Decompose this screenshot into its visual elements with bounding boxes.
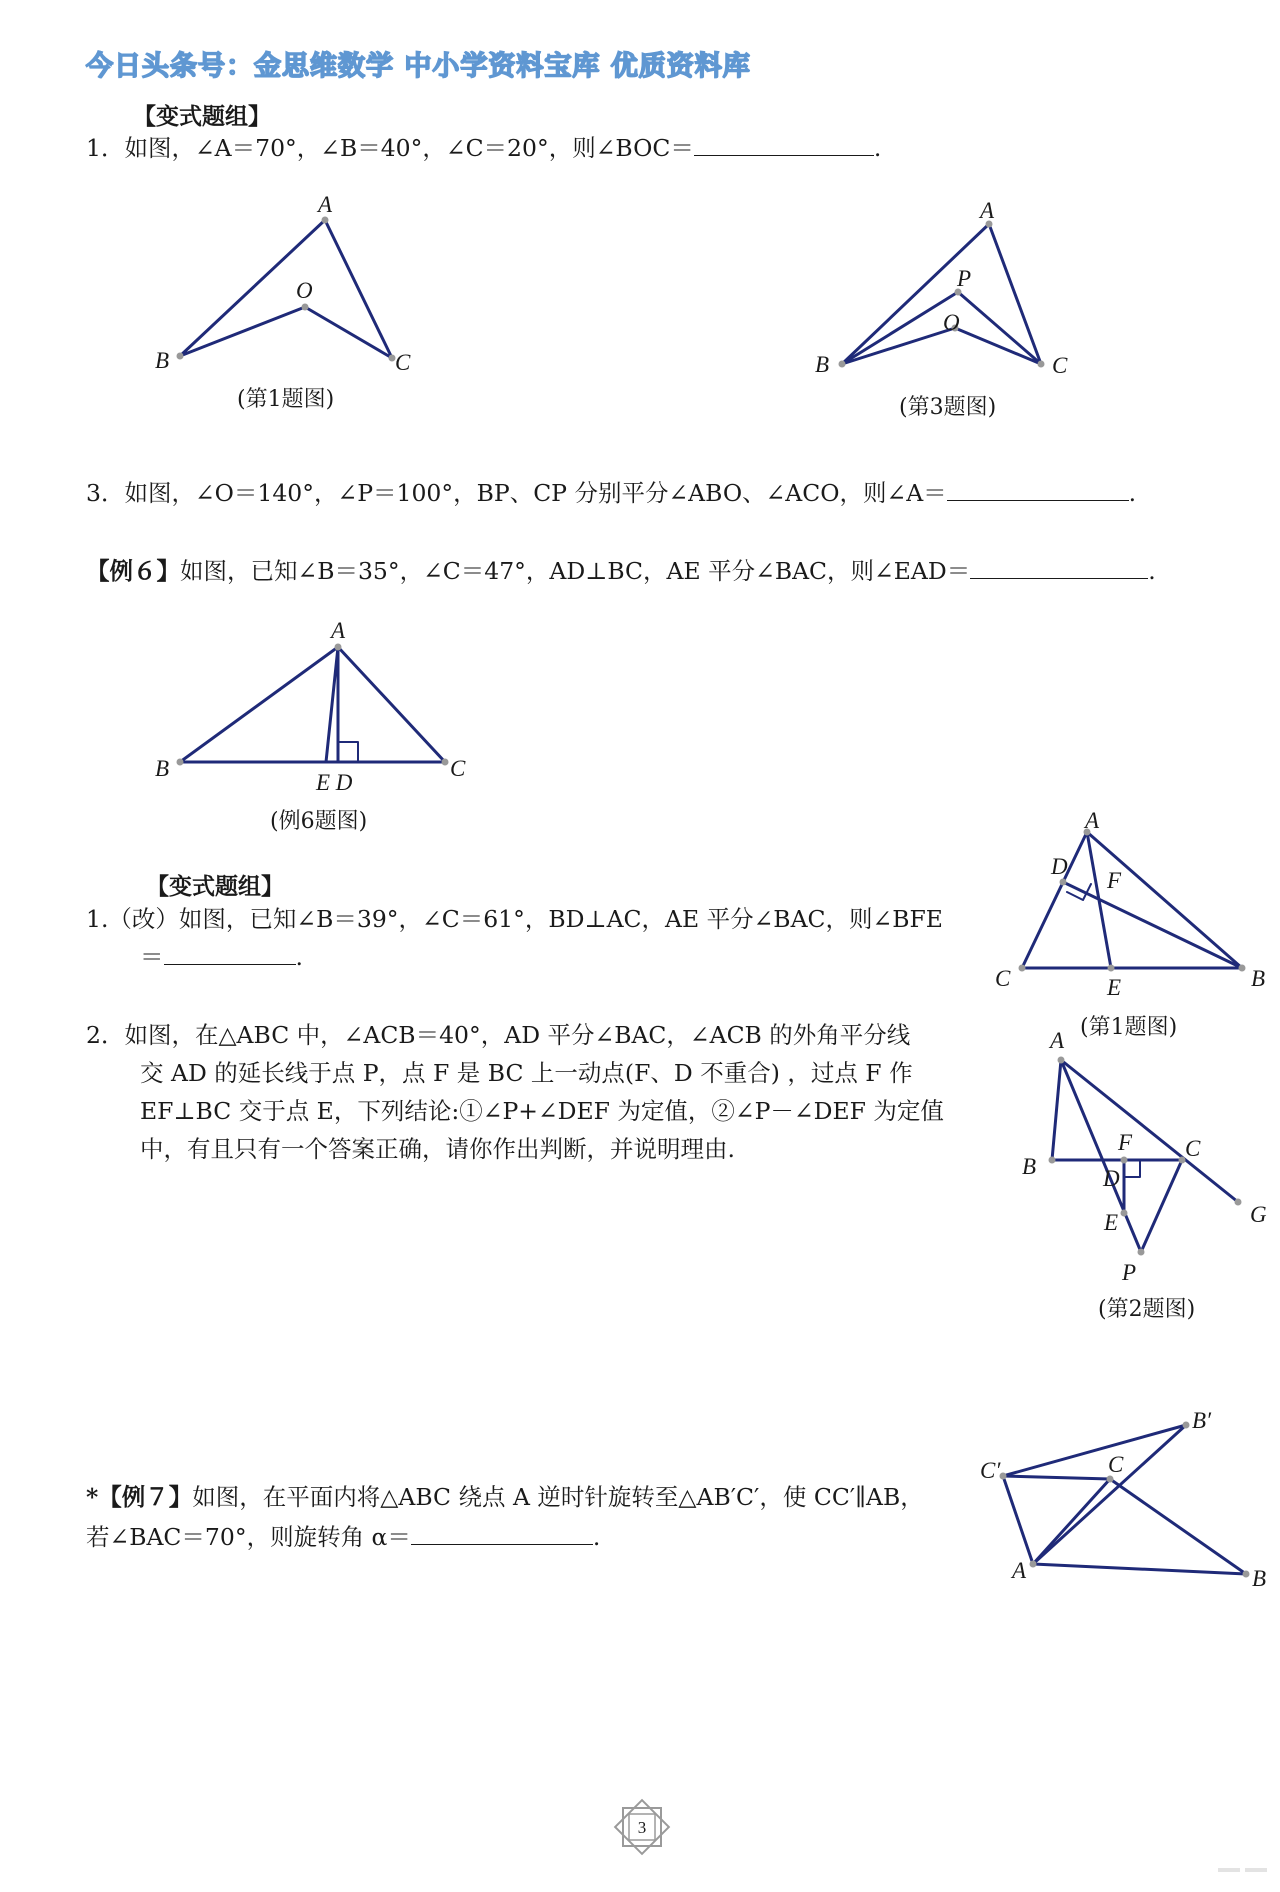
label-g: G [1250, 1202, 1267, 1227]
figure-caption: (第1题图) [237, 387, 335, 412]
label-b-prime: B′ [1192, 1408, 1212, 1433]
question-number: 2． [86, 1021, 125, 1049]
label-e: E [1107, 975, 1122, 1000]
figure-question-3 [815, 200, 1095, 400]
question-text: 如图，∠A＝70°，∠B＝40°，∠C＝20°，则∠BOC＝ [124, 134, 694, 162]
period: . [873, 134, 882, 162]
figure-example-6 [150, 620, 480, 800]
variant-question-2-line4: 中，有且只有一个答案正确，请你作出判断，并说明理由. [140, 1135, 735, 1163]
label-d: D [1103, 1166, 1120, 1191]
answer-blank [694, 137, 874, 156]
label-c: C [995, 966, 1011, 991]
corner-mark [1245, 1868, 1267, 1872]
label-c: C [1052, 353, 1068, 378]
label-o: O [296, 278, 313, 303]
label-c: C [395, 350, 411, 375]
label-b: B [1252, 1566, 1267, 1591]
variant-question-2-line3: EF⊥BC 交于点 E，下列结论:①∠P+∠DEF 为定值，②∠P－∠DEF 为定值 [140, 1097, 944, 1125]
question-text-line1: 如图，在△ABC 中，∠ACB＝40°，AD 平分∠BAC，∠ACB 的外角平分线 [124, 1021, 911, 1049]
question-number: 1． [86, 134, 125, 162]
variant-question-1 [86, 905, 943, 933]
label-b: B [1251, 966, 1266, 991]
figure-caption: (第1题图) [1080, 1015, 1178, 1040]
page-number: 3 [637, 1818, 647, 1837]
label-o: O [943, 310, 960, 335]
example-text-line2: 若∠BAC＝70°，则旋转角 α＝ [86, 1523, 411, 1551]
question-1 [86, 134, 882, 162]
label-c: C [1185, 1136, 1201, 1161]
label-b: B [155, 756, 170, 781]
label-a: A [1012, 1558, 1027, 1583]
period: . [1148, 557, 1156, 585]
answer-blank [970, 560, 1148, 579]
triangle-abc [1022, 832, 1242, 968]
example-text-line1: 如图，在平面内将△ABC 绕点 A 逆时针旋转至△AB′C′，使 CC′∥AB， [192, 1483, 924, 1511]
variant-question-2-line2: 交 AD 的延长线于点 P，点 F 是 BC 上一动点(F、D 不重合) ，过点 F 作 [140, 1059, 913, 1087]
example-7-line2 [86, 1523, 601, 1551]
question-text: 如图，∠O＝140°，∠P＝100°，BP、CP 分别平分∠ABO、∠ACO，则∠A＝ [124, 479, 947, 507]
figure-variant-1 [985, 810, 1275, 1010]
example-6 [86, 557, 1156, 585]
question-text: （改）如图，已知∠B＝39°，∠C＝61°，BD⊥AC，AE 平分∠BAC，则∠BFE [108, 905, 943, 933]
label-b: B [815, 352, 830, 377]
figure-variant-2 [1010, 1030, 1280, 1300]
label-p: P [1122, 1260, 1137, 1285]
section-heading-variant-group: 【变式题组】 [133, 104, 271, 130]
label-c: C [450, 756, 466, 781]
figure-caption: (例6题图) [270, 809, 368, 834]
section-heading-variant-group: 【变式题组】 [146, 874, 284, 900]
answer-blank [411, 1526, 593, 1545]
period: . [1128, 479, 1137, 507]
label-a: A [331, 620, 346, 643]
answer-blank [947, 482, 1129, 501]
period: . [592, 1523, 601, 1551]
example-text: 如图，已知∠B＝35°，∠C＝47°，AD⊥BC，AE 平分∠BAC，则∠EAD＝ [180, 557, 971, 585]
label-f: F [1107, 868, 1122, 893]
variant-question-2 [86, 1021, 911, 1049]
figure-example-7 [980, 1400, 1270, 1610]
watermark-header: 今日头条号：金思维数学 中小学资料宝库 优质资料库 [86, 51, 751, 82]
triangle-abc [180, 647, 445, 762]
equals-sign: ＝ [140, 943, 164, 971]
label-b: B [1022, 1154, 1037, 1179]
label-b: B [155, 348, 170, 373]
page-number-ornament [604, 1797, 680, 1857]
example-tag: 【例６】 [86, 557, 180, 585]
variant-question-1-line2 [140, 943, 303, 971]
figure-caption: (第2题图) [1098, 1297, 1196, 1322]
label-c: C [1108, 1452, 1124, 1477]
answer-blank [164, 946, 296, 965]
period: . [295, 943, 303, 971]
label-e: E [1104, 1210, 1119, 1235]
label-p: P [957, 266, 972, 291]
label-a: A [318, 192, 333, 217]
figure-caption: (第3题图) [899, 395, 997, 420]
label-a: A [1050, 1030, 1065, 1053]
label-a: A [980, 200, 995, 223]
example-7 [86, 1483, 924, 1511]
question-3 [86, 479, 1137, 507]
label-c-prime: C′ [980, 1458, 1001, 1483]
label-f: F [1118, 1130, 1133, 1155]
triangle-outline [180, 220, 392, 358]
question-number: 3． [86, 479, 125, 507]
label-a: A [1085, 810, 1100, 833]
question-number: 1. [86, 905, 109, 933]
corner-mark [1218, 1868, 1240, 1872]
example-tag: *【例７】 [86, 1483, 193, 1511]
label-d: D [1051, 854, 1068, 879]
label-e-d: E D [316, 770, 353, 795]
